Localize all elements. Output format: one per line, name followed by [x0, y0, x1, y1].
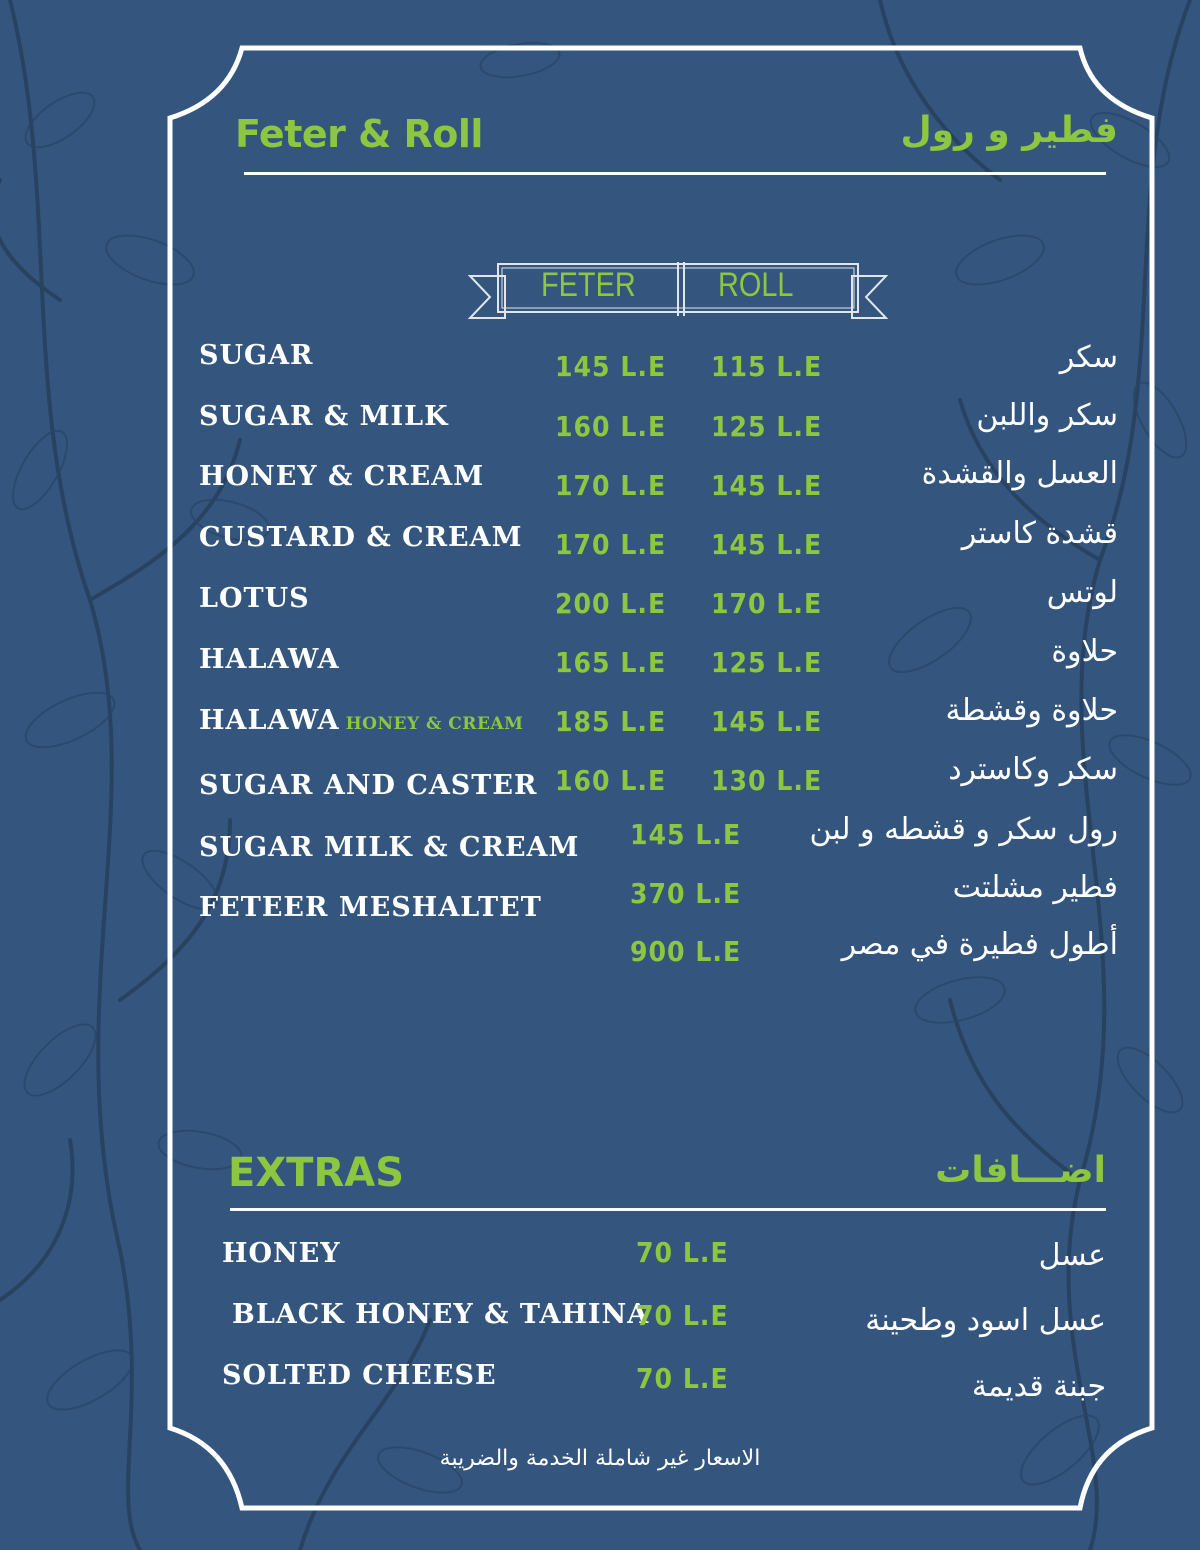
- item-name-ar: حلاوة وقشطة: [945, 693, 1118, 728]
- price-roll: 145 L.E: [711, 705, 823, 738]
- item-name-en-main: HALAWA: [199, 705, 340, 736]
- price-feter: 165 L.E: [555, 646, 667, 679]
- extras-title-english: EXTRAS: [228, 1150, 405, 1196]
- item-name-en: SUGAR AND CASTER: [199, 770, 538, 801]
- item-name-en: HONEY & CREAM: [199, 461, 485, 492]
- item-name-en-note: HONEY & CREAM: [345, 714, 524, 734]
- price-feter: 200 L.E: [555, 587, 667, 620]
- item-name-en: LOTUS: [199, 583, 310, 614]
- price-feter: 160 L.E: [555, 410, 667, 443]
- item-name-en: FETEER MESHALTET: [199, 892, 542, 923]
- price-feter: 145 L.E: [555, 350, 667, 383]
- item-name-en: [199, 705, 523, 736]
- extra-name-en: HONEY: [222, 1238, 341, 1269]
- extra-name-ar: عسل: [1038, 1238, 1106, 1273]
- price-roll: 125 L.E: [711, 646, 823, 679]
- item-name-ar: لوتس: [1046, 575, 1118, 610]
- price-roll: 170 L.E: [711, 587, 823, 620]
- column-header-roll: ROLL: [718, 266, 794, 304]
- price-roll: 145 L.E: [711, 469, 823, 502]
- title-arabic: فطير و رول: [900, 110, 1118, 151]
- extras-title-arabic: اضـــافات: [935, 1150, 1106, 1191]
- extra-price: 70 L.E: [636, 1299, 729, 1332]
- item-name-ar: حلاوة: [1051, 634, 1118, 669]
- price-feter: 170 L.E: [555, 528, 667, 561]
- item-name-en: CUSTARD & CREAM: [199, 522, 523, 553]
- price-disclaimer: الاسعار غير شاملة الخدمة والضريبة: [439, 1446, 761, 1471]
- item-name-ar: قشدة كاستر: [961, 516, 1118, 551]
- extra-name-en: SOLTED CHEESE: [222, 1360, 497, 1391]
- item-name-en: SUGAR: [199, 340, 314, 371]
- title-english: Feter & Roll: [235, 112, 483, 156]
- item-name-ar: سكر: [1059, 340, 1118, 375]
- item-name-ar: فطير مشلتت: [952, 870, 1118, 905]
- price-roll: 125 L.E: [711, 410, 823, 443]
- extra-name-ar: عسل اسود وطحينة: [865, 1303, 1106, 1338]
- item-name-ar: أطول فطيرة في مصر: [841, 927, 1118, 962]
- extra-name-en: BLACK HONEY & TAHINA: [232, 1299, 650, 1330]
- price-feter: 185 L.E: [555, 705, 667, 738]
- price-feter: 160 L.E: [555, 764, 667, 797]
- price-feter: 170 L.E: [555, 469, 667, 502]
- column-header-feter: FETER: [541, 266, 636, 304]
- extra-price: 70 L.E: [636, 1362, 729, 1395]
- price-roll: 115 L.E: [711, 350, 823, 383]
- price-roll: 145 L.E: [711, 528, 823, 561]
- item-name-en: SUGAR & MILK: [199, 401, 449, 432]
- item-name-ar: رول سكر و قشطه و لبن: [809, 812, 1118, 847]
- price-roll: 130 L.E: [711, 764, 823, 797]
- price-single: 145 L.E: [630, 818, 742, 851]
- extras-divider: [230, 1208, 1106, 1211]
- price-single: 370 L.E: [630, 877, 742, 910]
- item-name-ar: العسل والقشدة: [921, 456, 1118, 491]
- item-name-ar: سكر وكاسترد: [948, 752, 1118, 787]
- extra-name-ar: جبنة قديمة: [971, 1369, 1106, 1404]
- extra-price: 70 L.E: [636, 1236, 729, 1269]
- item-name-en: SUGAR MILK & CREAM: [199, 832, 580, 863]
- price-single: 900 L.E: [630, 935, 742, 968]
- item-name-ar: سكر واللبن: [976, 398, 1118, 433]
- item-name-en: HALAWA: [199, 644, 340, 675]
